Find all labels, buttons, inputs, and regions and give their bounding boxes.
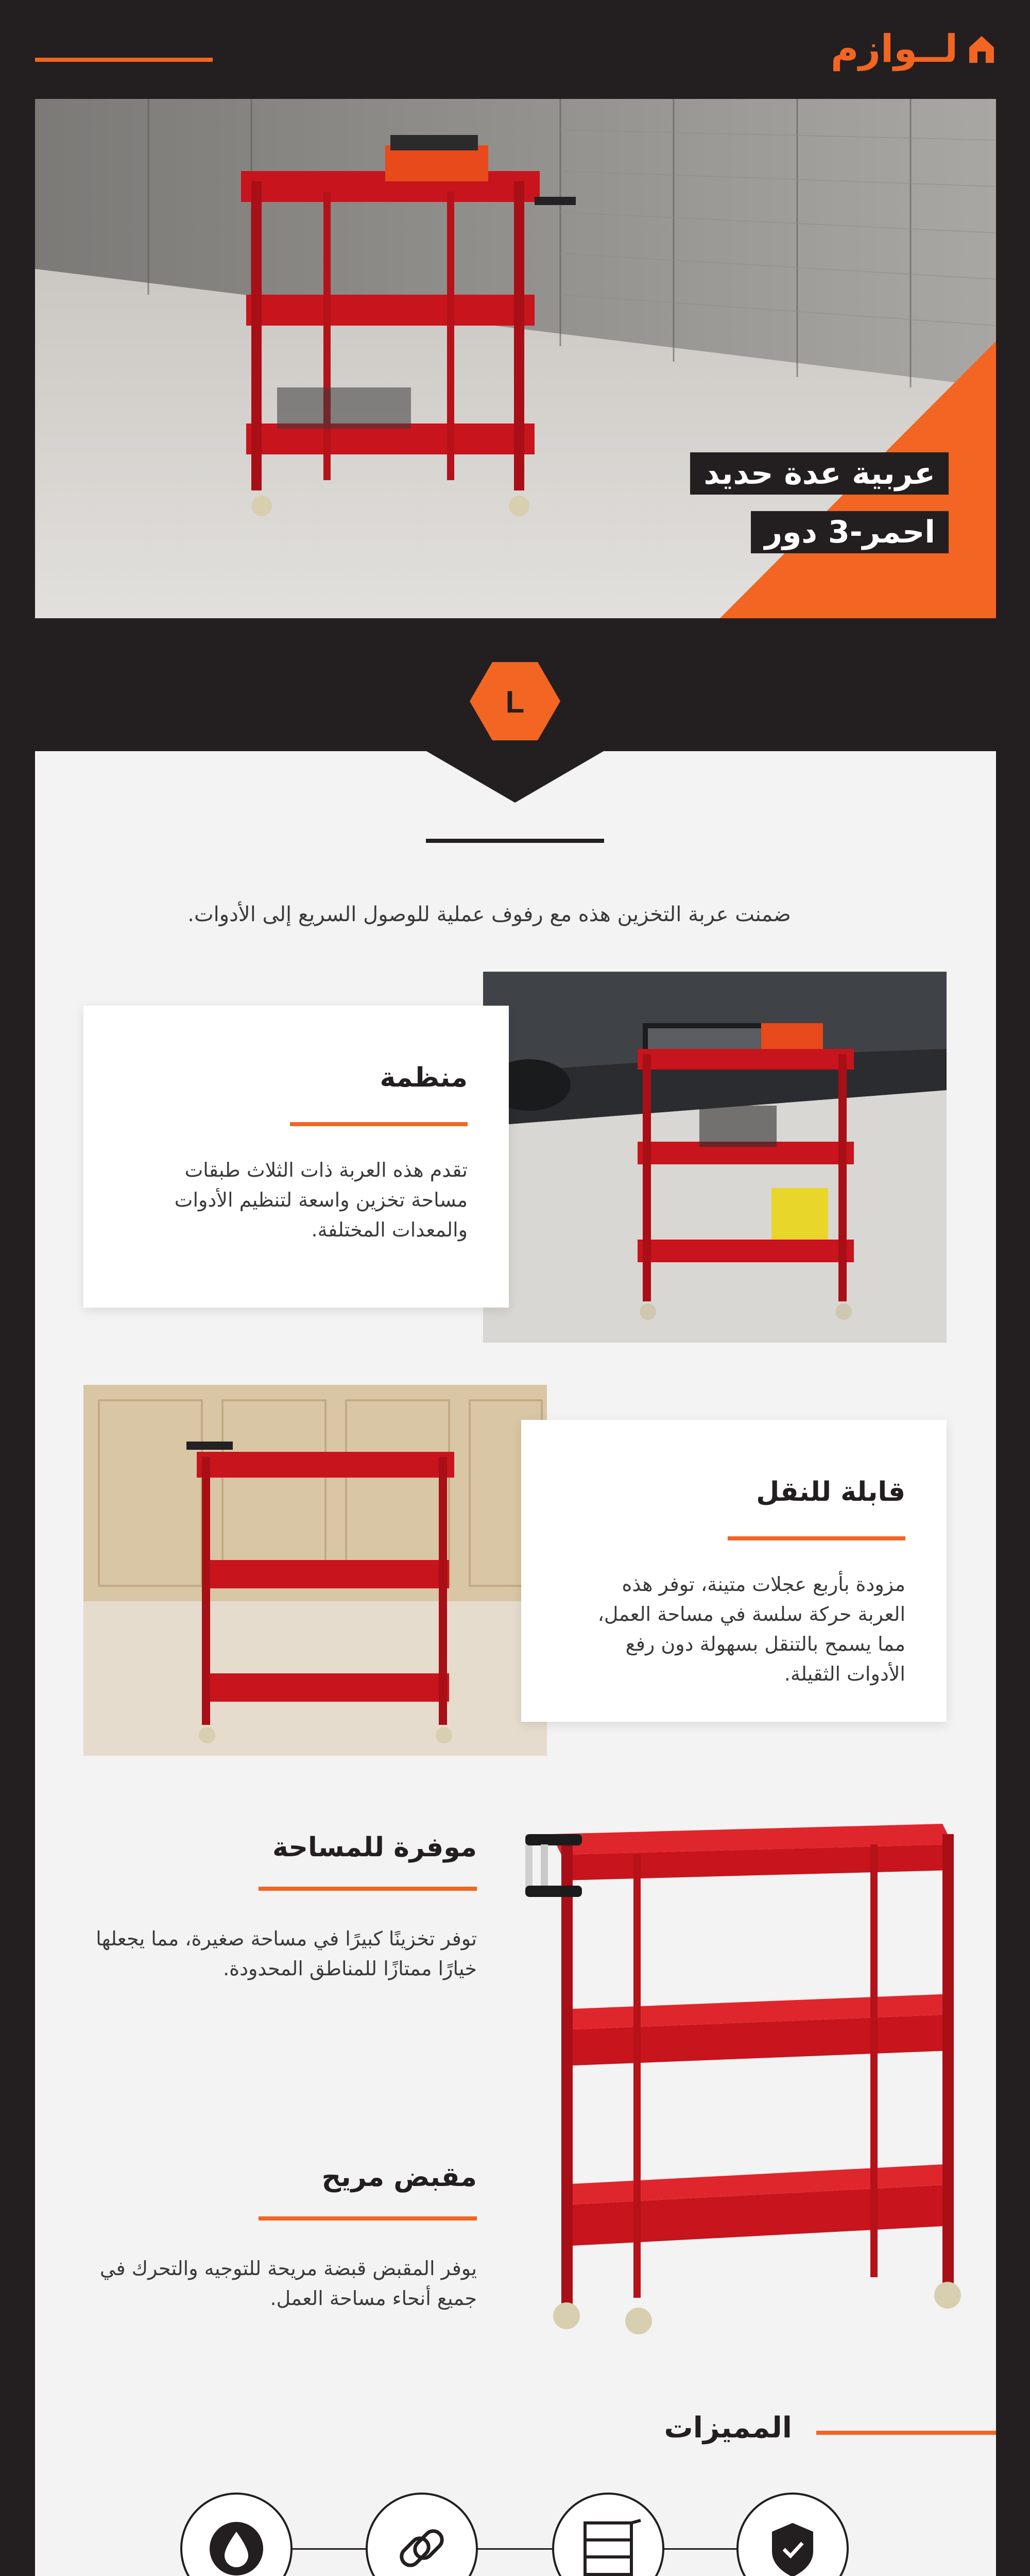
section-space-saving-title: موفرة للمساحة bbox=[272, 1832, 477, 1863]
shield-check-icon bbox=[739, 2495, 847, 2576]
features-title: المميزات bbox=[664, 2411, 792, 2445]
features-accent-line bbox=[816, 2431, 996, 2435]
panel-divider bbox=[426, 839, 604, 843]
section-portable-rule bbox=[728, 1536, 905, 1540]
home-logo-icon bbox=[967, 34, 996, 65]
chain-link-icon bbox=[368, 2495, 476, 2576]
section-handle-rule bbox=[259, 2216, 477, 2221]
features-connector-line bbox=[216, 2548, 814, 2550]
section-organized-rule bbox=[290, 1122, 468, 1126]
header-accent-line bbox=[35, 58, 213, 62]
section-handle-title: مقبض مريح bbox=[321, 2162, 477, 2193]
hero-banner bbox=[35, 99, 996, 618]
feature-versatile-badge bbox=[552, 2493, 664, 2576]
panel-notch bbox=[426, 751, 604, 803]
section-handle-text: يوفر المقبض قبضة مريحة للتوجيه والتحرك في جميع أنحاء مساحة العمل. bbox=[99, 2257, 477, 2310]
feature-rust-resistant-badge bbox=[180, 2493, 293, 2576]
section-organized-photo bbox=[483, 972, 947, 1343]
brand-badge-icon bbox=[470, 662, 560, 740]
section-portable-title: قابلة للنقل bbox=[756, 1477, 905, 1507]
brand-logo[interactable]: لــوازم bbox=[831, 27, 958, 71]
section-organized-title: منظمة bbox=[380, 1062, 468, 1093]
cart-product-photo bbox=[520, 1814, 984, 2339]
section-portable-card bbox=[521, 1420, 947, 1722]
badge-letter: L bbox=[505, 685, 525, 719]
hero-title-line-1: عربية عدة حديد bbox=[690, 452, 949, 495]
water-drop-icon bbox=[182, 2495, 290, 2576]
feature-heavy-duty-badge bbox=[736, 2493, 849, 2576]
intro-text: ضمنت عربة التخزين هذه مع رفوف عملية للوصول السريع إلى الأدوات. bbox=[187, 903, 791, 926]
feature-durable-badge bbox=[366, 2493, 478, 2576]
shelf-cart-icon bbox=[554, 2495, 662, 2576]
section-organized-card bbox=[83, 1006, 509, 1308]
section-organized-text: تقدم هذه العربة ذات الثلاث طبقات مساحة تخزين واسعة لتنظيم الأدوات والمعدات المختلفة. bbox=[174, 1159, 468, 1241]
hero-title-line-2: احمر-3 دور bbox=[751, 511, 949, 553]
section-portable-text: مزودة بأربع عجلات متينة، توفر هذه العربة حركة سلسة في مساحة العمل، مما يسمح بالتنقل بسهولة دون رفع الأدوات الثقيلة. bbox=[597, 1573, 905, 1685]
section-space-saving-rule bbox=[259, 1887, 477, 1891]
section-portable-photo bbox=[83, 1385, 547, 1756]
section-space-saving-text: توفر تخزينًا كبيرًا في مساحة صغيرة، مما يجعلها خيارًا ممتازًا للمناطق المحدودة. bbox=[96, 1927, 477, 1980]
